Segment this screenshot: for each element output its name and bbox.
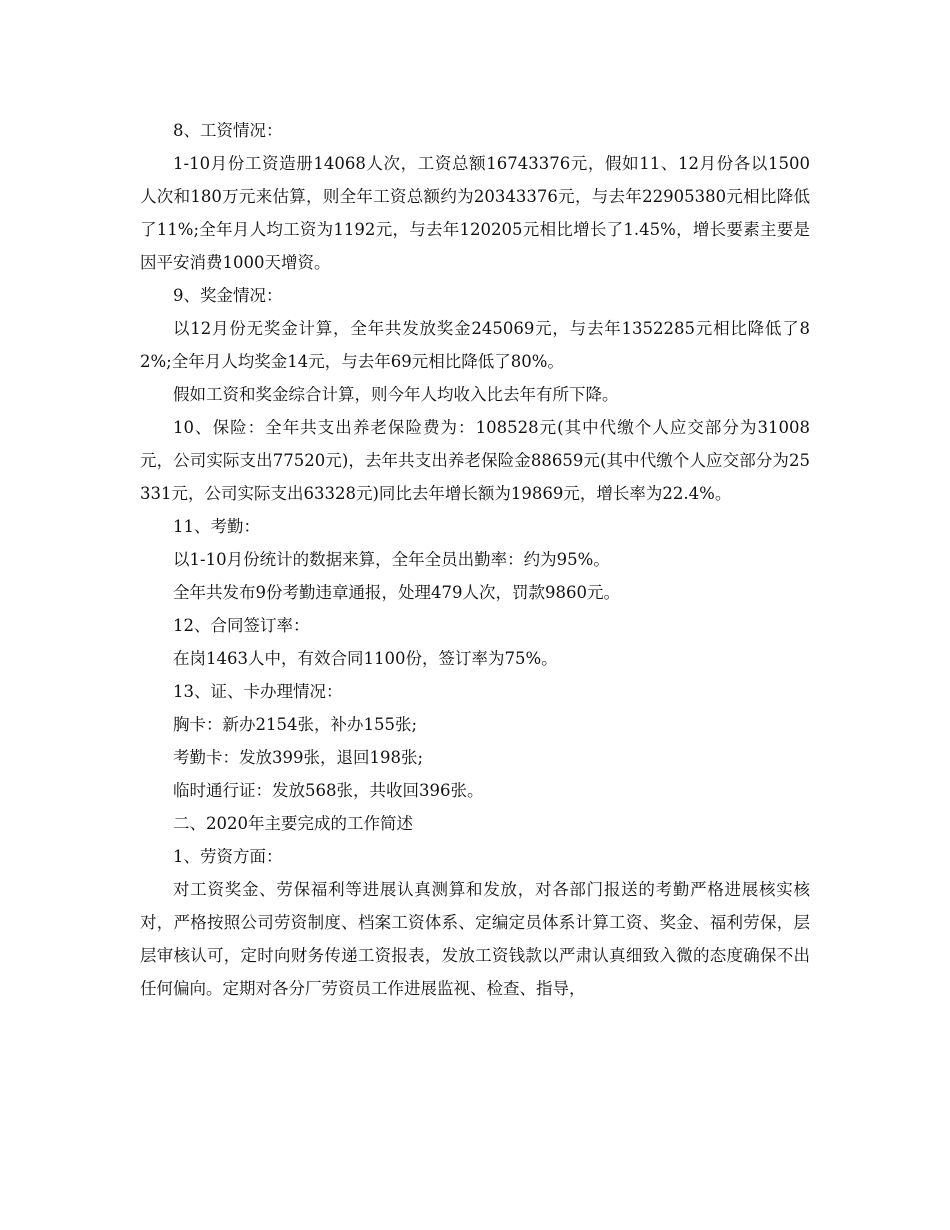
section-heading-contracts: 12、合同签订率： [173,616,310,635]
section-heading-bonus: 9、奖金情况： [173,286,283,305]
paragraph-attendance-violations: 全年共发布9份考勤违章通报，处理479人次，罚款9860元。 [173,583,620,602]
paragraph-labor: 对工资奖金、劳保福利等进展认真测算和发放，对各部门报送的考勤严格进展核实核对，严格按照公司劳资制度、档案工资体系、定编定员体系计算工资、奖金、福利劳保，层层审核认可，定时向财务传递工资报表，发放工资钱款以严肃认真细致入微的态度确保不出任何偏向。定期对各分厂劳资员工作进展监视、检查、指导， [140,880,810,998]
paragraph-attendance-cards: 考勤卡：发放399张，退回198张; [173,748,424,767]
paragraph-insurance: 10、保险：全年共支出养老保险费为：108528元(其中代缴个人应交部分为31008元，公司实际支出77520元)，去年共支出养老保险金88659元(其中代缴个人应交部分为25331元，公司实际支出63328元)同比去年增长额为19869元，增长率为22.4%。 [140,418,810,503]
paragraph-income-summary: 假如工资和奖金综合计算，则今年人均收入比去年有所下降。 [173,385,619,404]
paragraph-temporary-passes: 临时通行证：发放568张，共收回396张。 [173,781,484,800]
paragraph-attendance-rate: 以1-10月份统计的数据来算，全年全员出勤率：约为95%。 [173,550,610,569]
paragraph-bonus: 以12月份无奖金计算，全年共发放奖金245069元，与去年1352285元相比降低了82%;全年月人均奖金14元，与去年69元相比降低了80%。 [140,319,810,371]
section-heading-work-summary: 二、2020年主要完成的工作简述 [173,814,413,833]
section-heading-labor: 1、劳资方面： [173,847,283,866]
paragraph-contracts: 在岗1463人中，有效合同1100份，签订率为75%。 [173,649,558,668]
section-heading-attendance: 11、考勤： [173,517,260,536]
paragraph-badge-cards: 胸卡：新办2154张，补办155张; [173,715,418,734]
paragraph-wages: 1-10月份工资造册14068人次，工资总额16743376元，假如11、12月份各以1500人次和180万元来估算，则全年工资总额约为20343376元，与去年22905380元相比降低了11%;全年月人均工资为1192元，与去年120205元相比增长了1.45%，增长要素主要是因平安消费1000天增资。 [140,154,810,272]
section-heading-wages: 8、工资情况： [173,121,283,140]
document-body [140,114,810,1005]
section-heading-cards: 13、证、卡办理情况： [173,682,343,701]
